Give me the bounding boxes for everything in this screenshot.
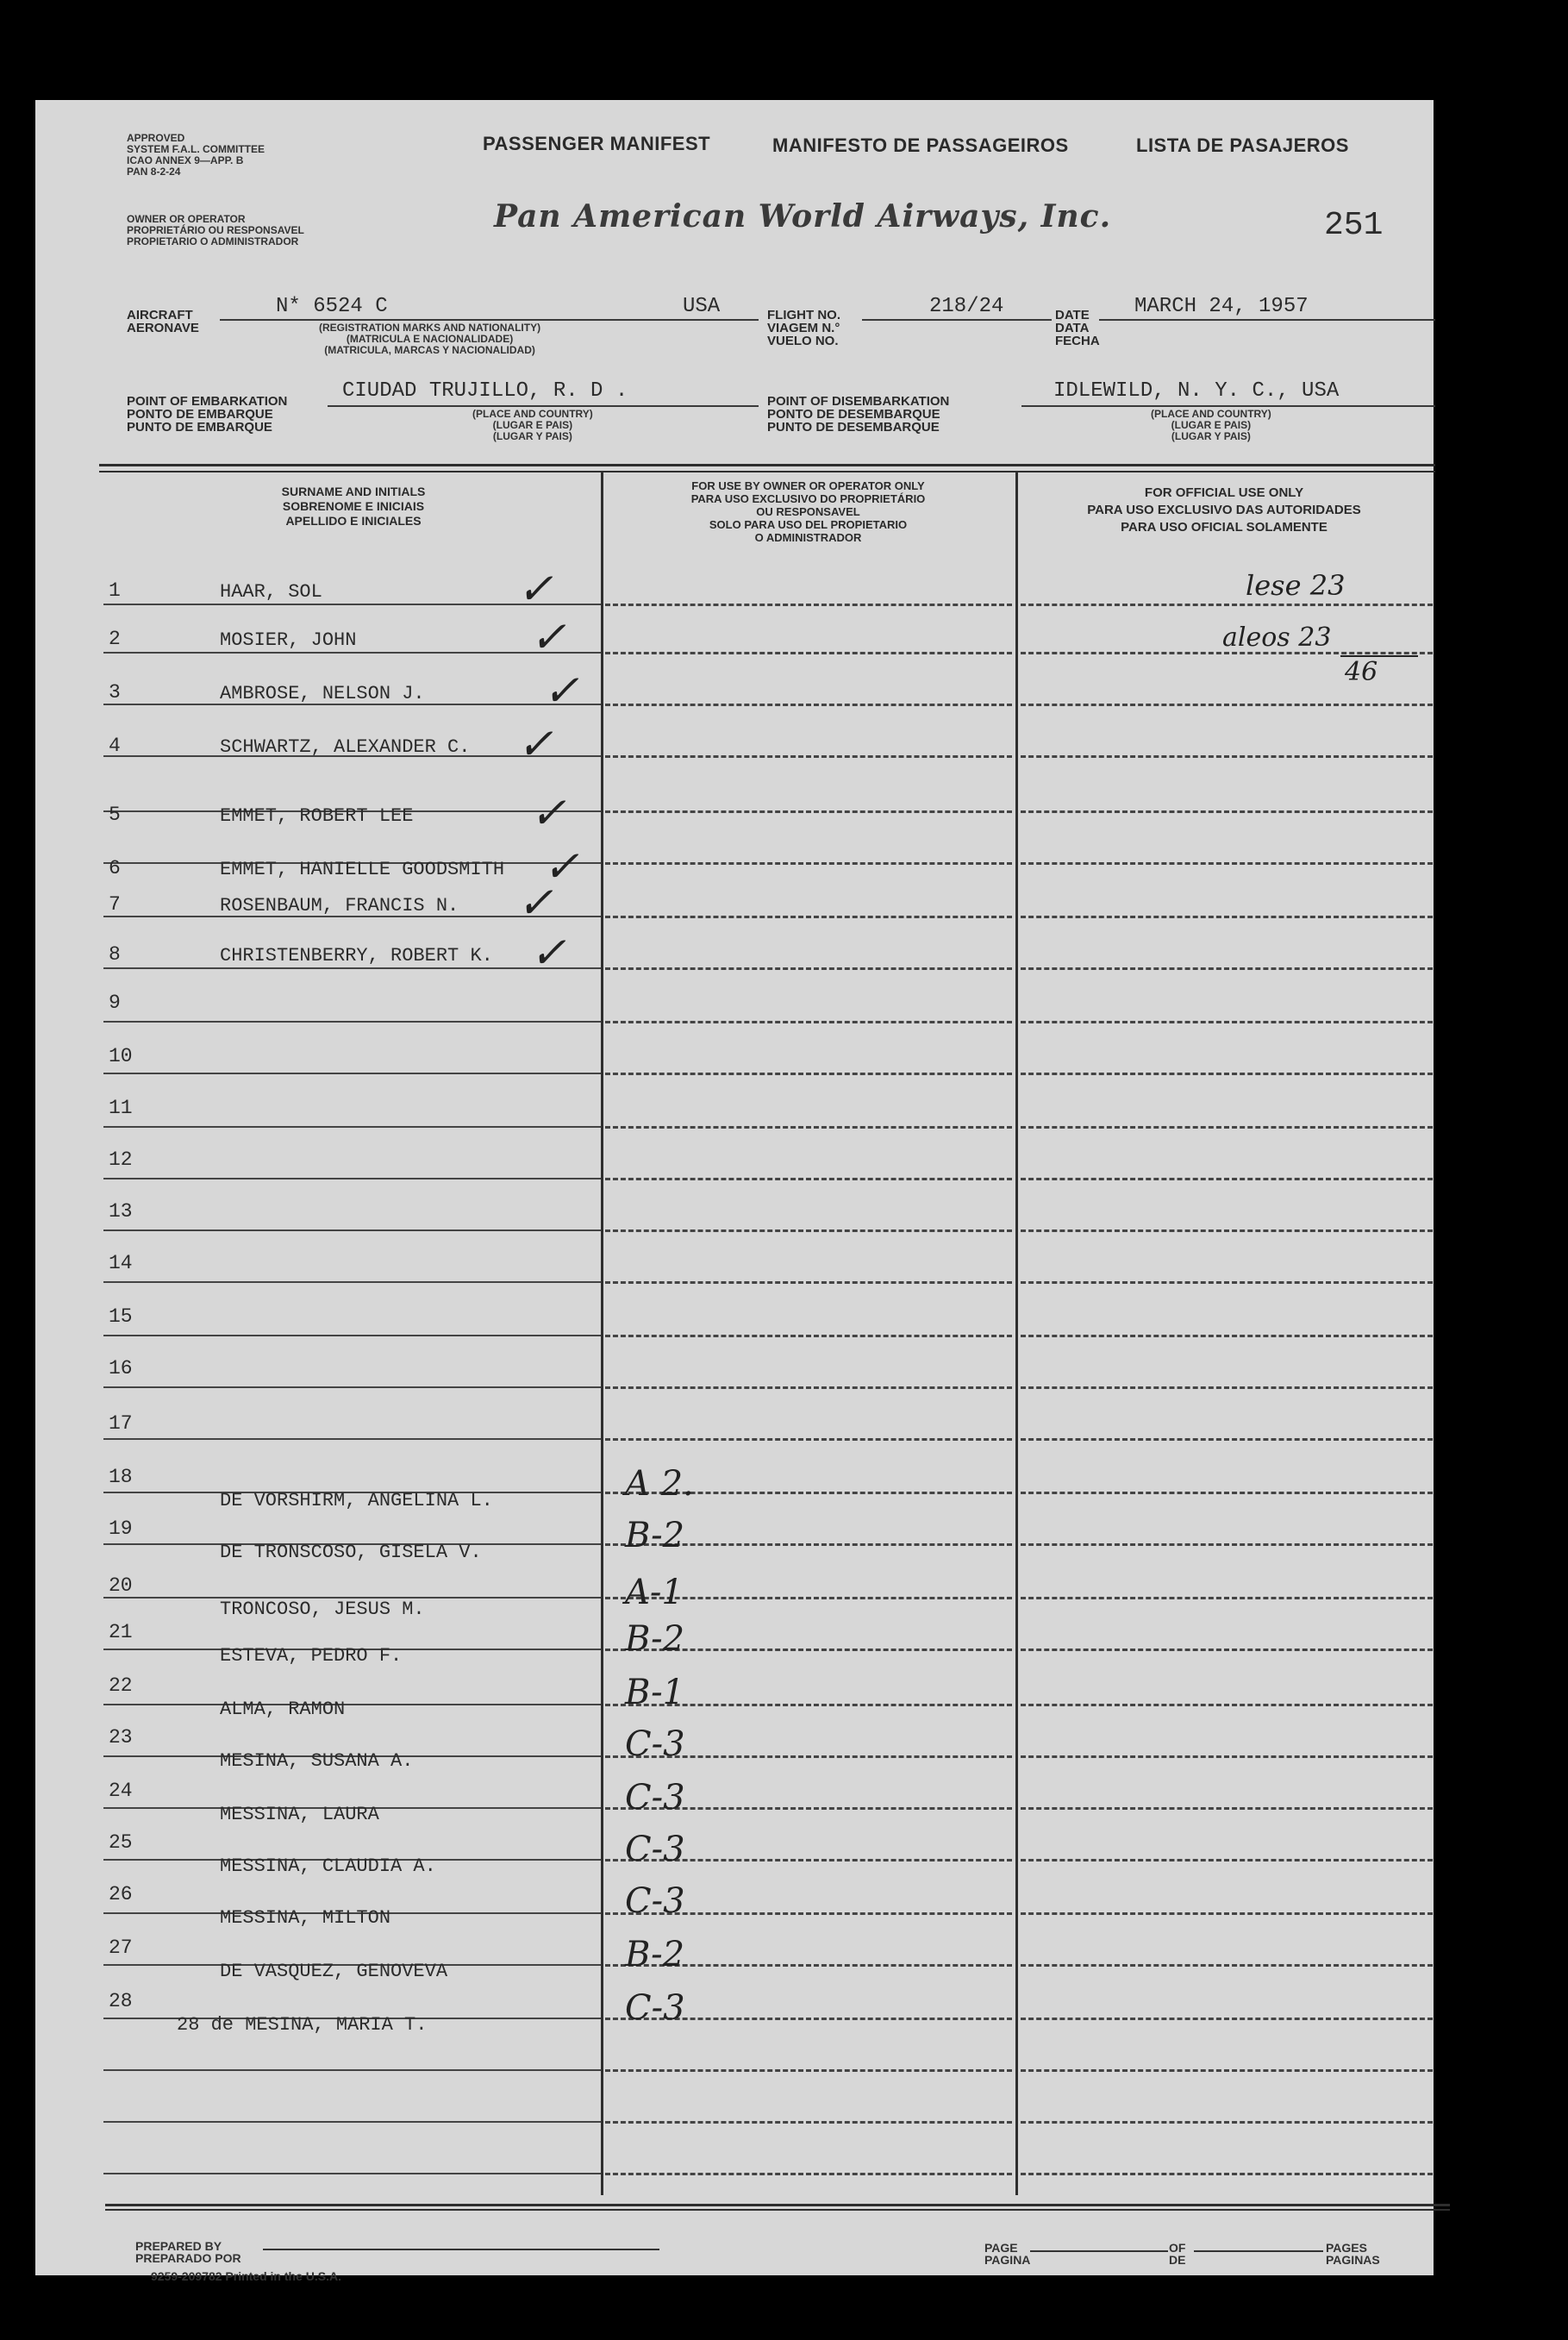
row-number: 16 [109, 1357, 133, 1380]
aircraft-sub-line: (REGISTRATION MARKS AND NATIONALITY) [319, 322, 541, 334]
row-dash [1021, 1964, 1433, 1967]
aircraft-sub-line: (MATRICULA E NACIONALIDADE) [346, 333, 514, 345]
passenger-mark: ✓ [517, 719, 553, 769]
column-header-line: OU RESPONSAVEL [756, 505, 860, 518]
row-dash [605, 755, 1012, 758]
of-label-line: DE [1169, 2253, 1186, 2267]
flight-label-line: VUELO NO. [767, 334, 839, 348]
row-line [103, 1438, 601, 1440]
passenger-mark: B-2 [625, 1516, 685, 1555]
row-line [103, 2069, 601, 2071]
passenger-name: MESSINA, LAURA [220, 1804, 379, 1825]
column-header-line: APELLIDO E INICIALES [285, 514, 422, 528]
title-pt: MANIFESTO DE PASSAGEIROS [772, 135, 1069, 156]
row-dash [1021, 1859, 1433, 1861]
row-dash [1021, 1073, 1433, 1075]
flight-label-line: FLIGHT NO. [767, 308, 840, 322]
official-note: aleos 23 [1222, 623, 1332, 653]
row-dash [1021, 1807, 1433, 1810]
column-header-line: O ADMINISTRADOR [754, 531, 862, 544]
passenger-mark: A 2. [625, 1464, 694, 1504]
flight-label [767, 309, 840, 347]
passenger-name: MESSINA, CLAUDIA A. [220, 1855, 436, 1877]
date-label-line: FECHA [1055, 334, 1100, 348]
passenger-name: EMMET, ROBERT LEE [220, 805, 414, 827]
column-header-line: PARA USO OFICIAL SOLAMENTE [1121, 520, 1327, 535]
passenger-name: EMMET, HANIELLE GOODSMITH [220, 859, 505, 880]
column-header-operator [608, 479, 1009, 544]
row-line [103, 1386, 601, 1388]
passenger-mark: B-2 [625, 1935, 685, 1974]
row-dash [605, 810, 1012, 813]
approval-line: PAN 8-2-24 [127, 166, 181, 178]
row-number: 3 [109, 681, 121, 704]
row-dash [605, 704, 1012, 706]
row-number: 27 [109, 1936, 133, 1959]
row-dash [605, 1438, 1012, 1441]
row-line [103, 1126, 601, 1128]
passenger-mark: C-3 [625, 1830, 685, 1869]
row-dash [1021, 1543, 1433, 1546]
row-number: 8 [109, 943, 121, 966]
column-header-line: PARA USO EXCLUSIVO DAS AUTORIDADES [1087, 503, 1361, 517]
of-label-line: OF [1169, 2241, 1186, 2255]
row-dash [1021, 1755, 1433, 1758]
page-label-line: PAGE [984, 2241, 1018, 2255]
title-en: PASSENGER MANIFEST [483, 133, 711, 154]
row-dash [605, 1178, 1012, 1180]
embarkation-label [127, 395, 287, 434]
approval-block [127, 133, 265, 178]
aircraft-label-line: AERONAVE [127, 321, 199, 335]
row-number: 23 [109, 1726, 133, 1749]
embarkation-label-line: POINT OF EMBARKATION [127, 394, 288, 409]
date-label [1055, 309, 1100, 347]
row-dash [1021, 810, 1433, 813]
page-label-line: PAGINA [984, 2253, 1031, 2267]
owner-label [127, 214, 304, 247]
pages-label-line: PAGES [1326, 2241, 1367, 2255]
passenger-name: DE VORSHIRM, ANGELINA L. [220, 1490, 493, 1511]
row-dash [605, 1335, 1012, 1337]
row-number: 14 [109, 1252, 133, 1274]
row-dash [1021, 1229, 1433, 1232]
disembarkation-sub-line: (LUGAR E PAIS) [1171, 419, 1252, 431]
column-header-official [1021, 485, 1427, 536]
row-number: 22 [109, 1674, 133, 1697]
disembarkation-label [767, 395, 949, 434]
disembarkation-value: IDLEWILD, N. Y. C., USA [1053, 379, 1340, 403]
disembarkation-label-line: POINT OF DISEMBARKATION [767, 394, 950, 409]
row-dash [1021, 1492, 1433, 1494]
row-dash [1021, 1335, 1433, 1337]
row-number: 21 [109, 1621, 133, 1643]
passenger-mark: C-3 [625, 1881, 685, 1921]
passenger-name: MESSINA, MILTON [220, 1907, 391, 1929]
passenger-name: 28 de MESINA, MARIA T. [177, 2014, 428, 2036]
page-label [984, 2242, 1030, 2266]
row-dash [1021, 2018, 1433, 2020]
row-line [103, 967, 601, 969]
company-name: Pan American World Airways, Inc. [494, 198, 1112, 235]
aircraft-sub-line: (MATRICULA, MARCAS Y NACIONALIDAD) [324, 344, 535, 356]
row-dash [1021, 1704, 1433, 1706]
row-dash [1021, 604, 1433, 606]
row-dash [1021, 967, 1433, 970]
row-number: 24 [109, 1780, 133, 1802]
passenger-mark: C-3 [625, 1988, 685, 2028]
owner-label-line: PROPRIETÁRIO OU RESPONSAVEL [127, 224, 304, 236]
row-dash [1021, 916, 1433, 918]
row-dash [605, 1281, 1012, 1284]
passenger-name: CHRISTENBERRY, ROBERT K. [220, 945, 493, 967]
owner-label-line: OWNER OR OPERATOR [127, 213, 246, 225]
row-dash [1021, 1438, 1433, 1441]
column-header-line: FOR USE BY OWNER OR OPERATOR ONLY [691, 479, 925, 492]
row-number: 18 [109, 1466, 133, 1488]
disembarkation-label-line: PUNTO DE DESEMBARQUE [767, 420, 940, 435]
passenger-mark: A-1 [625, 1573, 684, 1612]
row-line [103, 1229, 601, 1231]
row-dash [1021, 1021, 1433, 1023]
row-number: 26 [109, 1883, 133, 1905]
row-number: 17 [109, 1412, 133, 1435]
column-header-line: FOR OFFICIAL USE ONLY [1144, 485, 1304, 500]
passenger-name: MOSIER, JOHN [220, 629, 357, 651]
flight-label-line: VIAGEM N.° [767, 321, 840, 335]
row-dash [605, 1021, 1012, 1023]
aircraft-value: N* 6524 C [276, 295, 388, 318]
row-number: 10 [109, 1045, 133, 1067]
row-number: 7 [109, 893, 121, 916]
aircraft-country: USA [683, 295, 721, 318]
row-number: 20 [109, 1574, 133, 1597]
passenger-mark: ✓ [530, 928, 566, 978]
disembarkation-sub-line: (LUGAR Y PAIS) [1171, 430, 1251, 442]
owner-label-line: PROPIETARIO O ADMINISTRADOR [127, 235, 299, 247]
disembarkation-label-line: PONTO DE DESEMBARQUE [767, 407, 940, 422]
row-number: 2 [109, 628, 121, 650]
passenger-name: TRONCOSO, JESUS M. [220, 1599, 425, 1620]
prepared-label-line: PREPARADO POR [135, 2251, 241, 2265]
page-number: 251 [1324, 207, 1384, 244]
row-number: 11 [109, 1097, 133, 1119]
row-dash [605, 2069, 1012, 2072]
pages-label-line: PAGINAS [1326, 2253, 1380, 2267]
row-dash [605, 604, 1012, 606]
row-dash [1021, 2173, 1433, 2175]
passenger-name: DE VASQUEZ, GENOVEVA [220, 1961, 448, 1982]
row-number: 6 [109, 857, 121, 879]
embarkation-sub [472, 409, 593, 442]
row-dash [605, 1126, 1012, 1129]
passenger-name: ALMA, RAMON [220, 1699, 346, 1720]
passenger-mark: C-3 [625, 1724, 685, 1764]
passenger-mark: ✓ [517, 878, 553, 928]
date-label-line: DATA [1055, 321, 1090, 335]
date-label-line: DATE [1055, 308, 1090, 322]
passenger-name: DE TRONSCOSO, GISELA V. [220, 1542, 482, 1563]
row-dash [605, 2121, 1012, 2124]
passenger-name: ESTEVA, PEDRO F. [220, 1645, 403, 1667]
row-number: 15 [109, 1305, 133, 1328]
row-dash [605, 862, 1012, 865]
embarkation-sub-line: (LUGAR E PAIS) [492, 419, 573, 431]
passenger-mark: ✓ [543, 842, 579, 892]
row-dash [1021, 862, 1433, 865]
row-number: 19 [109, 1517, 133, 1540]
row-line [103, 1704, 601, 1705]
row-dash [605, 1073, 1012, 1075]
row-dash [1021, 2069, 1433, 2072]
passenger-mark: ✓ [530, 612, 566, 662]
official-note: lese 23 [1246, 569, 1346, 602]
row-dash [1021, 2121, 1433, 2124]
row-dash [1021, 1597, 1433, 1599]
date-value: MARCH 24, 1957 [1134, 295, 1309, 318]
approval-line: SYSTEM F.A.L. COMMITTEE [127, 143, 265, 155]
row-dash [605, 916, 1012, 918]
column-header-names [198, 485, 509, 529]
passenger-name: AMBROSE, NELSON J. [220, 683, 425, 704]
row-number: 12 [109, 1148, 133, 1171]
embarkation-sub-line: (LUGAR Y PAIS) [492, 430, 572, 442]
aircraft-sub [319, 322, 540, 356]
embarkation-sub-line: (PLACE AND COUNTRY) [472, 408, 593, 420]
passenger-mark: B-1 [625, 1673, 685, 1712]
row-number: 1 [109, 579, 121, 602]
row-number: 25 [109, 1831, 133, 1854]
row-line [103, 1178, 601, 1179]
row-line [103, 1073, 601, 1074]
row-dash [1021, 704, 1433, 706]
embarkation-value: CIUDAD TRUJILLO, R. D . [342, 379, 628, 403]
row-dash [605, 1386, 1012, 1389]
row-line [103, 1021, 601, 1023]
aircraft-label [127, 309, 199, 335]
row-dash [1021, 1912, 1433, 1915]
row-dash [605, 967, 1012, 970]
row-number: 13 [109, 1200, 133, 1223]
form-number: 9259-209782 Printed in the U.S.A. [151, 2269, 341, 2283]
disembarkation-sub-line: (PLACE AND COUNTRY) [1151, 408, 1271, 420]
column-header-line: SOBRENOME E INICIAIS [282, 499, 425, 513]
passenger-name: SCHWARTZ, ALEXANDER C. [220, 736, 471, 758]
passenger-name: HAAR, SOL [220, 581, 322, 603]
passenger-mark: ✓ [530, 788, 566, 838]
row-number: 5 [109, 804, 121, 826]
row-number: 9 [109, 992, 121, 1014]
column-header-line: SURNAME AND INITIALS [281, 485, 426, 498]
passenger-name: ROSENBAUM, FRANCIS N. [220, 895, 459, 917]
row-dash [605, 652, 1012, 654]
passenger-name: MESINA, SUSANA A. [220, 1750, 414, 1772]
row-line [103, 2173, 601, 2174]
row-dash [1021, 1281, 1433, 1284]
row-line [103, 1281, 601, 1283]
passenger-mark: B-2 [625, 1619, 685, 1659]
row-line [103, 652, 601, 654]
passenger-mark: C-3 [625, 1778, 685, 1818]
pages-label [1326, 2242, 1380, 2266]
approval-line: ICAO ANNEX 9—APP. B [127, 154, 244, 166]
title-es: LISTA DE PASAJEROS [1136, 135, 1349, 156]
official-note: 46 [1345, 657, 1378, 687]
of-label [1169, 2242, 1185, 2266]
row-line [103, 2121, 601, 2123]
row-dash [1021, 755, 1433, 758]
column-header-line: SOLO PARA USO DEL PROPIETARIO [709, 518, 908, 531]
aircraft-label-line: AIRCRAFT [127, 308, 193, 322]
prepared-label [135, 2240, 241, 2264]
row-line [103, 1335, 601, 1336]
embarkation-label-line: PONTO DE EMBARQUE [127, 407, 273, 422]
embarkation-label-line: PUNTO DE EMBARQUE [127, 420, 272, 435]
row-dash [605, 1229, 1012, 1232]
row-dash [1021, 1126, 1433, 1129]
row-number: 28 [109, 1990, 133, 2012]
passenger-mark: ✓ [543, 666, 579, 716]
flight-value: 218/24 [929, 295, 1004, 318]
row-dash [1021, 1178, 1433, 1180]
disembarkation-sub [1151, 409, 1271, 442]
column-header-line: PARA USO EXCLUSIVO DO PROPRIETÁRIO [690, 492, 926, 505]
row-dash [1021, 1649, 1433, 1651]
row-dash [1021, 1386, 1433, 1389]
passenger-mark: ✓ [517, 564, 553, 614]
row-dash [605, 2173, 1012, 2175]
row-number: 4 [109, 735, 121, 757]
prepared-label-line: PREPARED BY [135, 2239, 222, 2253]
approval-line: APPROVED [127, 132, 185, 144]
